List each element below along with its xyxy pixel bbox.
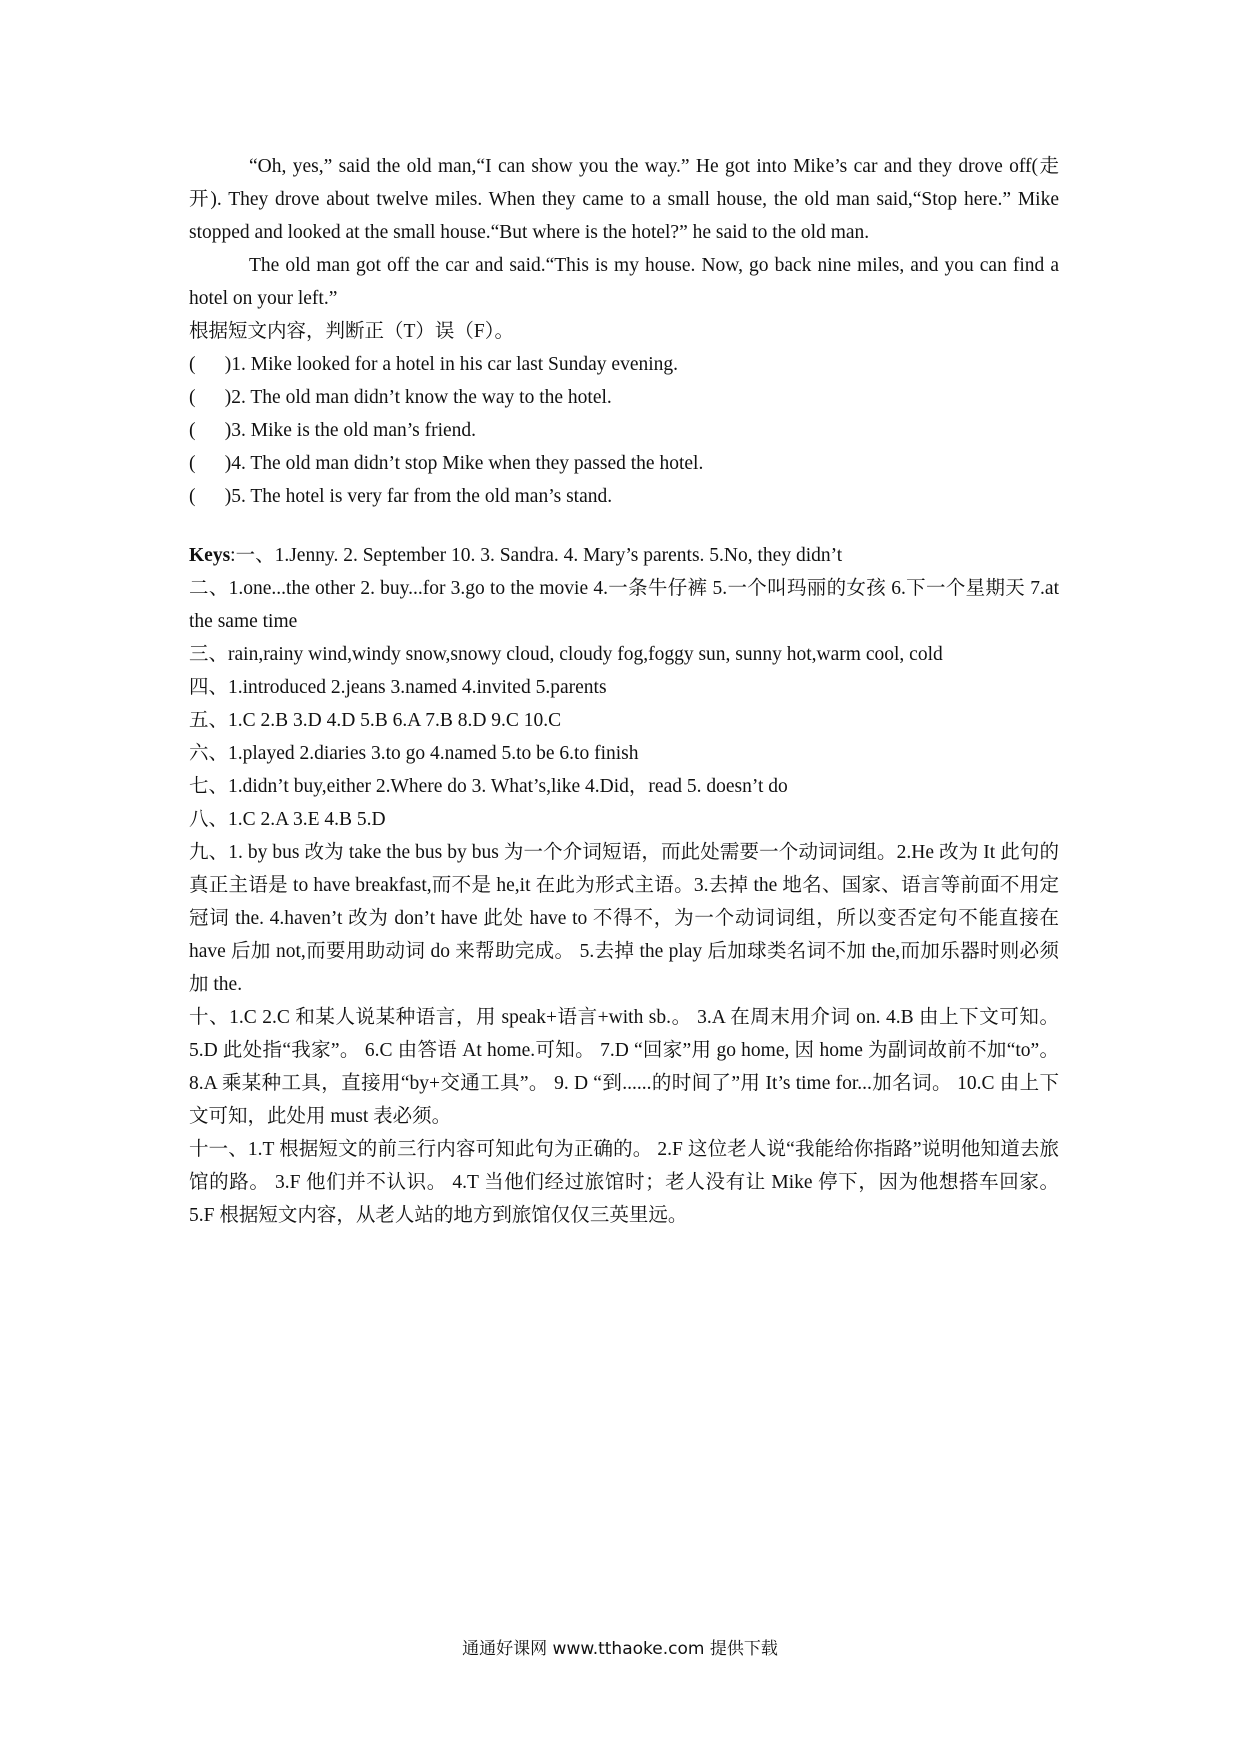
document-body [189, 150, 1059, 1232]
passage-paragraph-1: “Oh, yes,” said the old man,“I can show you the way.” He got into Mike’s car and they drove off(走开). They drove about twelve miles. When they came to a small house, the old man said,“Stop here.” Mike stopped and looked at the small house.“But where is the hotel?” he said to the old man. [189, 156, 1059, 243]
question-item: ( )3. Mike is the old man’s friend. [189, 420, 477, 441]
question-item: ( )5. The hotel is very far from the old man’s stand. [189, 486, 613, 507]
keys-section-10: 十、1.C 2.C 和某人说某种语言，用 speak+语言+with sb.。 3.A 在周末用介词 on. 4.B 由上下文可知。 5.D 此处指“我家”。 6.C 由答语 At home.可知。 7.D “回家”用 go home, 因 home 为副词故前不加“to”。 8.A 乘某种工具，直接用“by+交通工具”。 9. D “到......的时间了”用 It’s time for...加名词。 10.C 由上下文可知，此处用 must 表必须。 [189, 1007, 1059, 1127]
keys-section-11: 十一、1.T 根据短文的前三行内容可知此句为正确的。 2.F 这位老人说“我能给你指路”说明他知道去旅馆的路。 3.F 他们并不认识。 4.T 当他们经过旅馆时；老人没有让 Mike 停下，因为他想搭车回家。 5.F 根据短文内容，从老人站的地方到旅馆仅仅三英里远。 [189, 1139, 1059, 1226]
keys-section-1-text: :一、1.Jenny. 2. September 10. 3. Sandra. 4. Mary’s parents. 5.No, they didn’t [230, 545, 843, 566]
exercise-instruction: 根据短文内容，判断正（T）误（F）。 [189, 321, 515, 342]
keys-section-8: 八、1.C 2.A 3.E 4.B 5.D [189, 809, 386, 830]
keys-section-3: 三、rain,rainy wind,windy snow,snowy cloud, cloudy fog,foggy sun, sunny hot,warm cool, cold [189, 644, 943, 665]
question-item: ( )1. Mike looked for a hotel in his car last Sunday evening. [189, 354, 679, 375]
keys-section-7: 七、1.didn’t buy,either 2.Where do 3. What’s,like 4.Did，read 5. doesn’t do [189, 776, 788, 797]
keys-section-2: 二、1.one...the other 2. buy...for 3.go to the movie 4.一条牛仔裤 5.一个叫玛丽的女孩 6.下一个星期天 7.at the same time [189, 578, 1059, 632]
question-list [189, 348, 1059, 513]
keys-section-5: 五、1.C 2.B 3.D 4.D 5.B 6.A 7.B 8.D 9.C 10.C [189, 710, 562, 731]
keys-section-6: 六、1.played 2.diaries 3.to go 4.named 5.to be 6.to finish [189, 743, 639, 764]
passage-paragraph-2: The old man got off the car and said.“This is my house. Now, go back nine miles, and you can find a hotel on your left.” [189, 255, 1059, 309]
keys-section-4: 四、1.introduced 2.jeans 3.named 4.invited 5.parents [189, 677, 607, 698]
page-footer: 通通好课网 www.tthaoke.com 提供下载 [462, 1639, 778, 1659]
question-item: ( )2. The old man didn’t know the way to the hotel. [189, 387, 612, 408]
keys-label: Keys [189, 545, 231, 566]
answer-keys [189, 539, 1059, 1232]
question-item: ( )4. The old man didn’t stop Mike when they passed the hotel. [189, 453, 704, 474]
keys-section-9: 九、1. by bus 改为 take the bus by bus 为一个介词短语，而此处需要一个动词词组。2.He 改为 It 此句的真正主语是 to have breakfast,而不是 he,it 在此为形式主语。3.去掉 the 地名、国家、语言等前面不用定冠词 the. 4.haven’t 改为 don’t have 此处 have to 不得不，为一个动词词组，所以变否定句不能直接在 have 后加 not,而要用助动词 do 来帮助完成。 5.去掉 the play 后加球类名词不加 the,而加乐器时则必须加 the. [189, 842, 1059, 995]
keys-section-1 [189, 539, 1059, 572]
